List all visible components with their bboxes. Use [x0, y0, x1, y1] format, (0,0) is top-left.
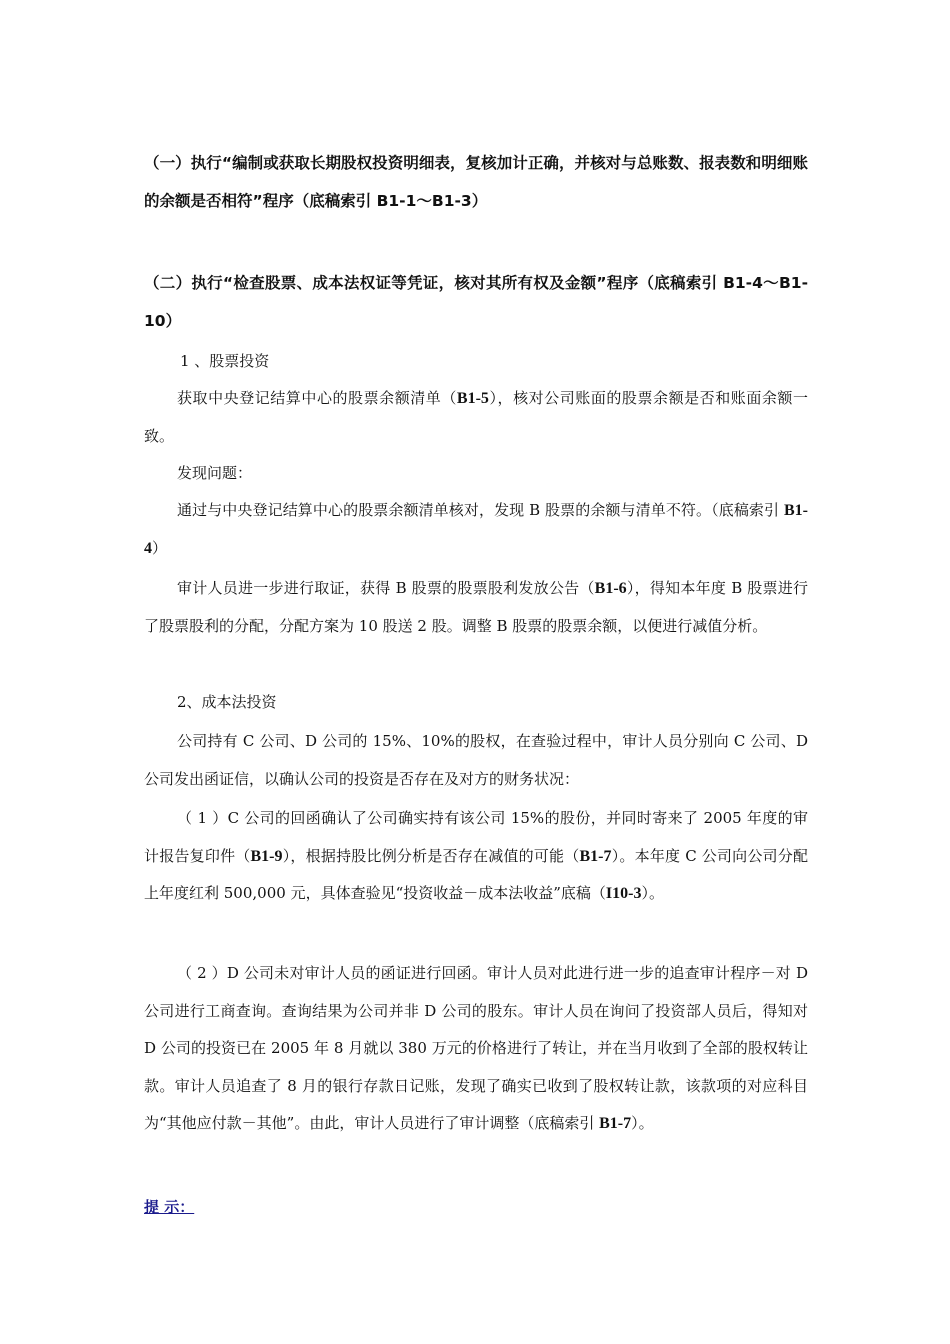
ref-b1-7: B1-7	[579, 847, 612, 865]
cost-method-title: 2、成本法投资	[177, 693, 277, 711]
ref-i10-3: I10-3	[605, 885, 642, 902]
company-d-paragraph: （ 2 ）D 公司未对审计人员的函证进行回函。审计人员对此进行进一步的追查审计程序－对 D 公司进行工商查询。查询结果为公司并非 D 公司的股东。审计人员在询问了投资部人员后，得知对 D 公司的投资已在 2005 年 8 月就以 380 万元的价格进行了转让，并在当月收到了全部的股权转让款。审计人员追查了 8 月的银行存款日记账，发现了确实已收到了股权转让款，该款项的对应科目为“其他应付款－其他”。由此，审计人员进行了审计调整（底稿索引 B1-7）。	[144, 964, 808, 1132]
ref-b1-5: B1-5	[456, 390, 489, 407]
stock-paragraph-2: 通过与中央登记结算中心的股票余额清单核对，发现 B 股票的余额与清单不符。（底稿索引 B1-4）	[144, 501, 808, 557]
section-1-heading: （一）执行“编制或获取长期股权投资明细表，复核加计正确，并核对与总账数、报表数和明细账的余额是否相符”程序（底稿索引 B1-1～B1-3）	[144, 154, 808, 210]
stock-investment-title: 1 、股票投资	[180, 352, 270, 370]
hint-link[interactable]: 提 示：	[144, 1198, 195, 1216]
section-2-heading: （二）执行“检查股票、成本法权证等凭证，核对其所有权及金额”程序（底稿索引 B1-4～B1-10）	[144, 274, 808, 330]
ref-b1-6: B1-6	[594, 580, 627, 597]
stock-paragraph-1: 获取中央登记结算中心的股票余额清单（B1-5），核对公司账面的股票余额是否和账面余额一致。	[144, 389, 808, 445]
ref-b1-7-adjust: B1-7	[599, 1115, 632, 1132]
company-c-paragraph: （ 1 ）C 公司的回函确认了公司确实持有该公司 15%的股份，并同时寄来了 2005 年度的审计报告复印件（B1-9），根据持股比例分析是否存在减值的可能（B1-7）。本年度 C 公司向公司分配上年度红利 500,000 元，具体查验见“投资收益－成本法收益”底稿（I10-3）。	[144, 809, 808, 902]
ref-b1-9: B1-9	[250, 847, 283, 865]
cost-intro-paragraph: 公司持有 C 公司、D 公司的 15%、10%的股权，在查验过程中，审计人员分别向 C 公司、D 公司发出函证信，以确认公司的投资是否存在及对方的财务状况：	[144, 732, 808, 788]
ref-b1-4: B1-4	[144, 502, 808, 557]
issue-label: 发现问题：	[177, 464, 253, 482]
stock-paragraph-3: 审计人员进一步进行取证，获得 B 股票的股票股利发放公告（B1-6），得知本年度 B 股票进行了股票股利的分配，分配方案为 10 股送 2 股。调整 B 股票的股票余额，以便进行减值分析。	[144, 579, 809, 635]
